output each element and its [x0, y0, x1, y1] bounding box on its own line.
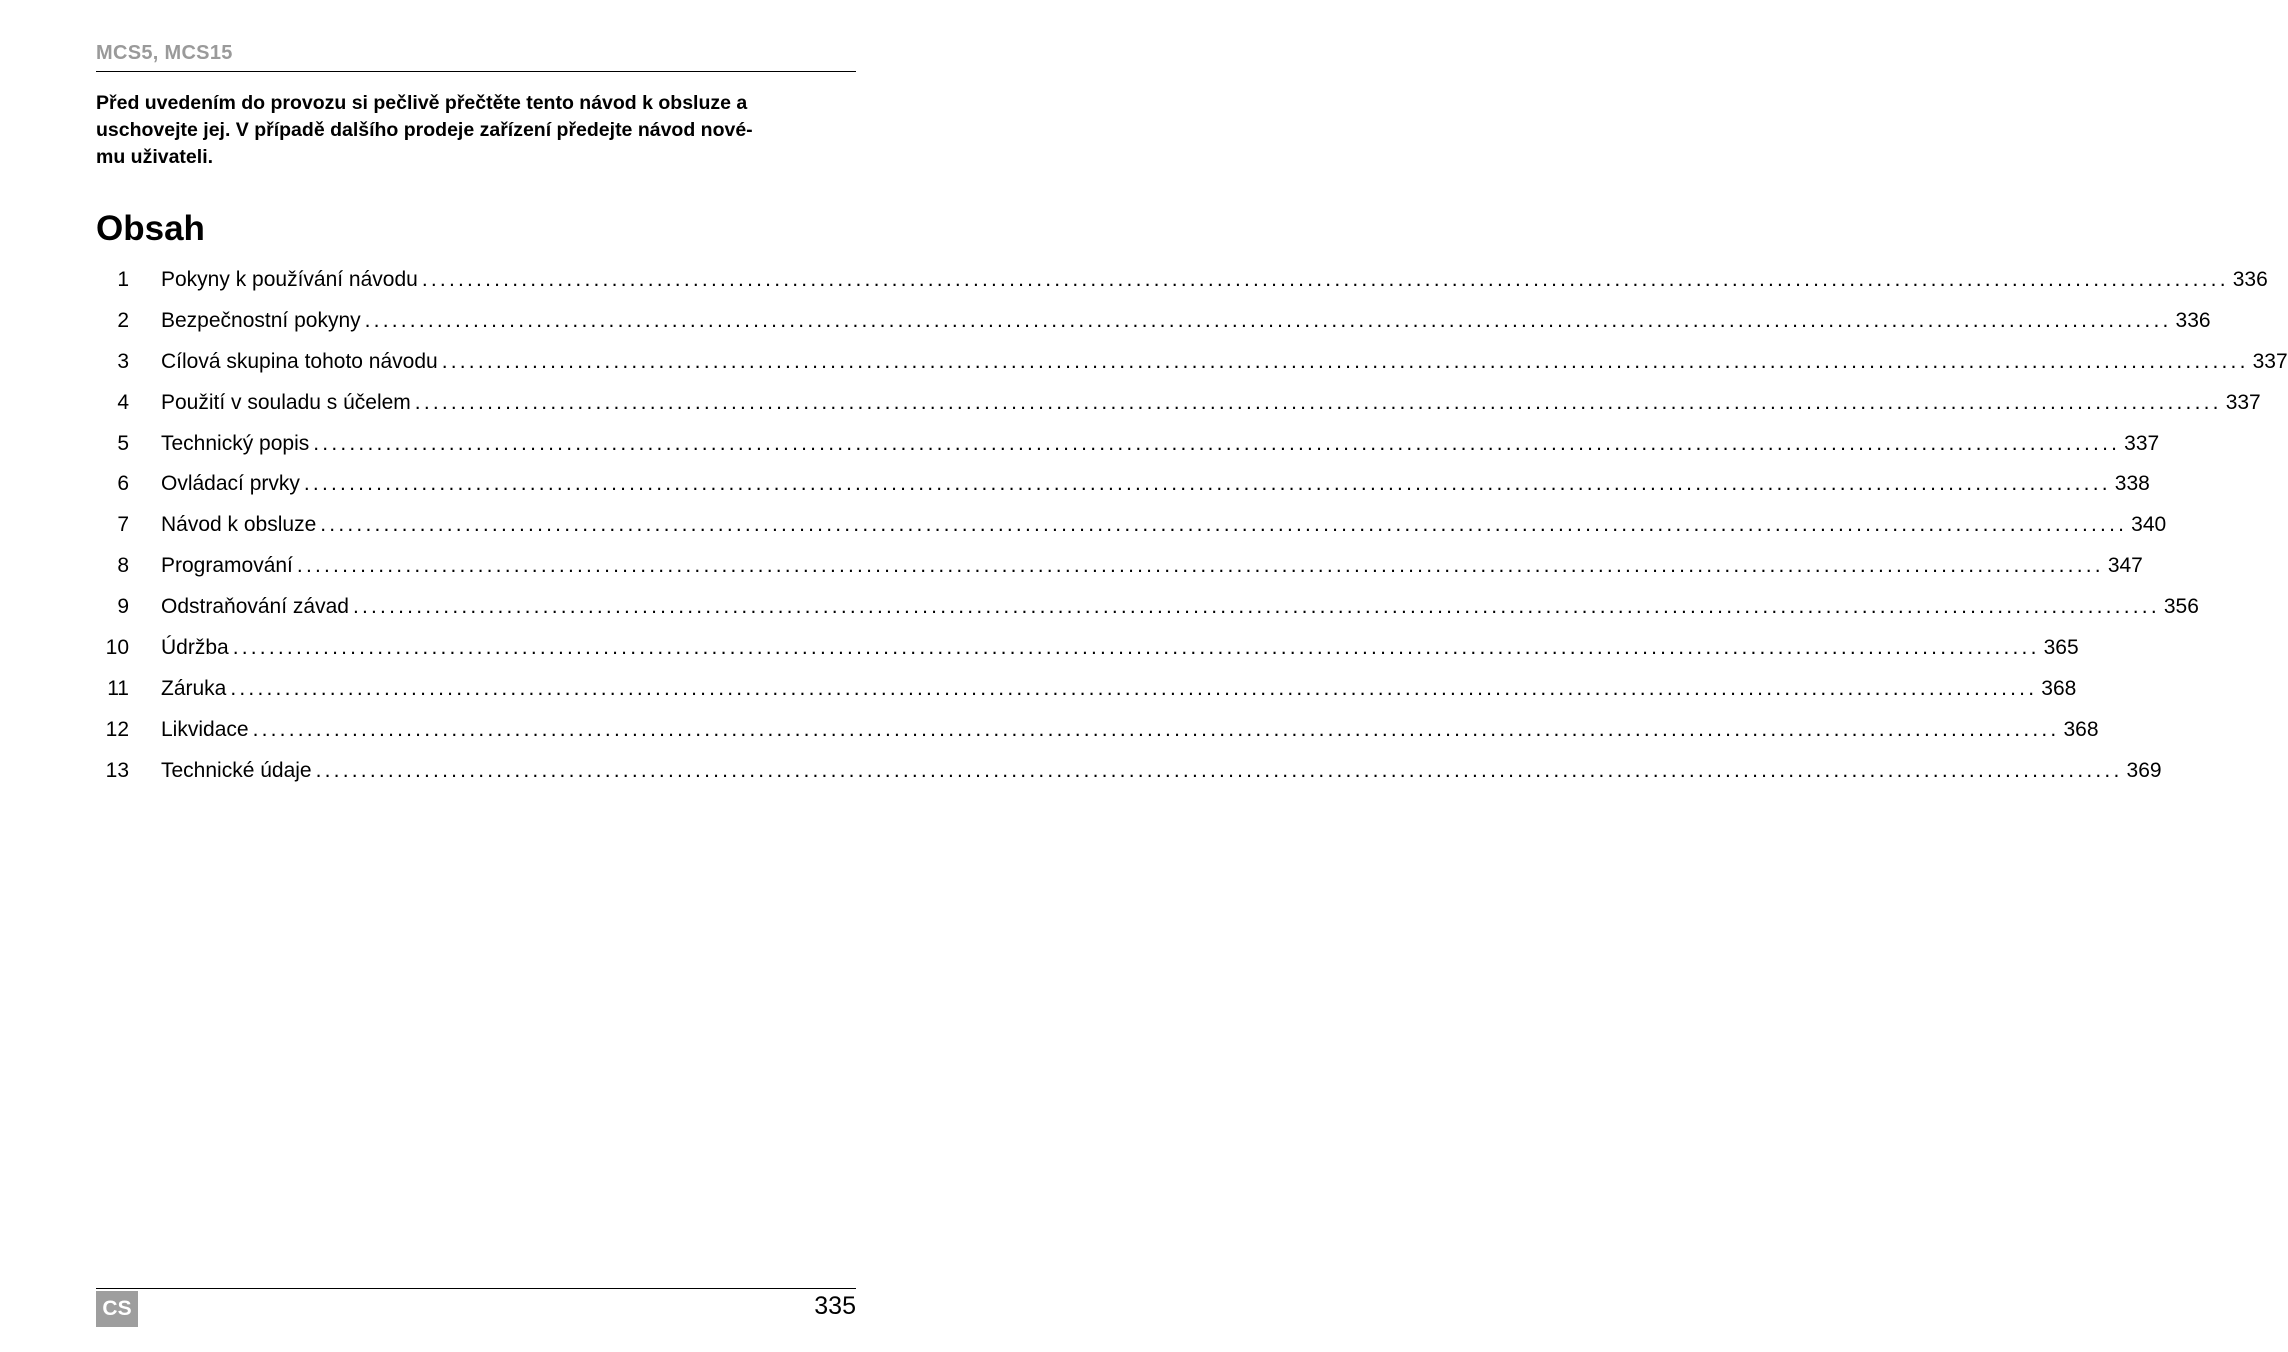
toc-entry-number: 6 — [117, 472, 129, 496]
toc-entry-title: Záruka — [161, 676, 227, 700]
toc-dot-leader: ........................................................................................................................................................................................................ — [252, 717, 2060, 741]
toc-entry[interactable] — [96, 303, 2211, 344]
toc-entry[interactable] — [96, 385, 2261, 426]
toc-entry-number: 8 — [117, 554, 129, 578]
toc-entry-page: 365 — [2043, 636, 2079, 660]
header-divider — [96, 71, 856, 72]
toc-entry-number: 5 — [117, 431, 129, 455]
document-header-title: MCS5, MCS15 — [96, 42, 233, 64]
toc-dot-leader: ........................................................................................................................................................................................................ — [315, 758, 2123, 782]
toc-entry[interactable] — [96, 630, 2079, 671]
language-badge: CS — [96, 1291, 138, 1327]
toc-entry-number: 3 — [117, 349, 129, 373]
toc-dot-leader: ........................................................................................................................................................................................................ — [296, 554, 2104, 578]
toc-dot-leader: ........................................................................................................................................................................................................ — [303, 472, 2111, 496]
toc-dot-leader: ........................................................................................................................................................................................................ — [364, 308, 2172, 332]
intro-line: uschovejte jej. V případě dalšího prodeje zařízení předejte návod nové- — [96, 119, 753, 141]
toc-dot-leader: ........................................................................................................................................................................................................ — [313, 431, 2121, 455]
toc-entry[interactable] — [96, 712, 2099, 753]
toc-entry-page: 347 — [2107, 554, 2143, 578]
toc-entry-page: 337 — [2124, 431, 2160, 455]
toc-entry-title: Technické údaje — [161, 758, 312, 782]
toc-dot-leader: ........................................................................................................................................................................................................ — [320, 513, 2128, 537]
toc-entry-number: 13 — [105, 758, 129, 782]
toc-entry[interactable] — [96, 426, 2160, 467]
intro-line: Před uvedením do provozu si pečlivě přečtěte tento návod k obsluze a — [96, 92, 748, 114]
toc-entry-title: Technický popis — [161, 431, 310, 455]
toc-entry-page: 368 — [2041, 676, 2077, 700]
toc-dot-leader: ........................................................................................................................................................................................................ — [230, 676, 2038, 700]
toc-entry-page: 336 — [2232, 268, 2268, 291]
toc-entry-page: 368 — [2063, 717, 2099, 741]
intro-notice — [96, 90, 858, 171]
toc-entry[interactable] — [96, 466, 2150, 507]
toc-entry-number: 9 — [117, 595, 129, 619]
toc-entry-number: 7 — [117, 513, 129, 537]
toc-dot-leader: ........................................................................................................................................................................................................ — [414, 390, 2222, 414]
toc-entry[interactable] — [96, 262, 2268, 303]
toc-entry-title: Použití v souladu s účelem — [161, 390, 411, 414]
page-number: 335 — [814, 1292, 856, 1320]
toc-entry-page: 337 — [2225, 390, 2261, 414]
toc-entry-number: 12 — [105, 717, 129, 741]
toc-entry-page: 337 — [2252, 349, 2288, 373]
toc-entry[interactable] — [96, 589, 2199, 630]
footer-divider — [96, 1288, 856, 1289]
toc-entry-number: 2 — [117, 308, 129, 332]
toc-dot-leader: ........................................................................................................................................................................................................ — [441, 349, 2249, 373]
toc-dot-leader: ........................................................................................................................................................................................................ — [421, 268, 2229, 291]
toc-entry-title: Údržba — [161, 636, 229, 660]
toc-dot-leader: ........................................................................................................................................................................................................ — [232, 636, 2040, 660]
toc-entry-number: 11 — [107, 676, 129, 700]
toc-entry[interactable] — [96, 753, 2162, 794]
toc-heading: Obsah — [96, 209, 205, 248]
toc-entry[interactable] — [96, 344, 2288, 385]
toc-entry-title: Bezpečnostní pokyny — [161, 308, 361, 332]
toc-entry-title: Cílová skupina tohoto návodu — [161, 349, 438, 373]
toc-entry[interactable] — [96, 671, 2077, 712]
toc-entry-number: 1 — [117, 268, 129, 291]
toc-entry[interactable] — [96, 507, 2167, 548]
toc-entry-page: 369 — [2126, 758, 2162, 782]
toc-entry-number: 10 — [105, 636, 129, 660]
toc-dot-leader: ........................................................................................................................................................................................................ — [352, 595, 2160, 619]
toc-entry-title: Likvidace — [161, 717, 249, 741]
toc-entry-page: 338 — [2114, 472, 2150, 496]
toc-entry-title: Odstraňování závad — [161, 595, 349, 619]
toc-entry-page: 356 — [2163, 595, 2199, 619]
table-of-contents — [96, 262, 2288, 794]
toc-entry-title: Ovládací prvky — [161, 472, 300, 496]
toc-entry[interactable] — [96, 548, 2143, 589]
intro-line: mu uživateli. — [96, 146, 214, 168]
toc-entry-title: Pokyny k používání návodu — [161, 268, 418, 291]
toc-entry-page: 340 — [2131, 513, 2167, 537]
toc-entry-title: Programování — [161, 554, 293, 578]
toc-entry-title: Návod k obsluze — [161, 513, 317, 537]
toc-entry-number: 4 — [117, 390, 129, 414]
toc-entry-page: 336 — [2175, 308, 2211, 332]
